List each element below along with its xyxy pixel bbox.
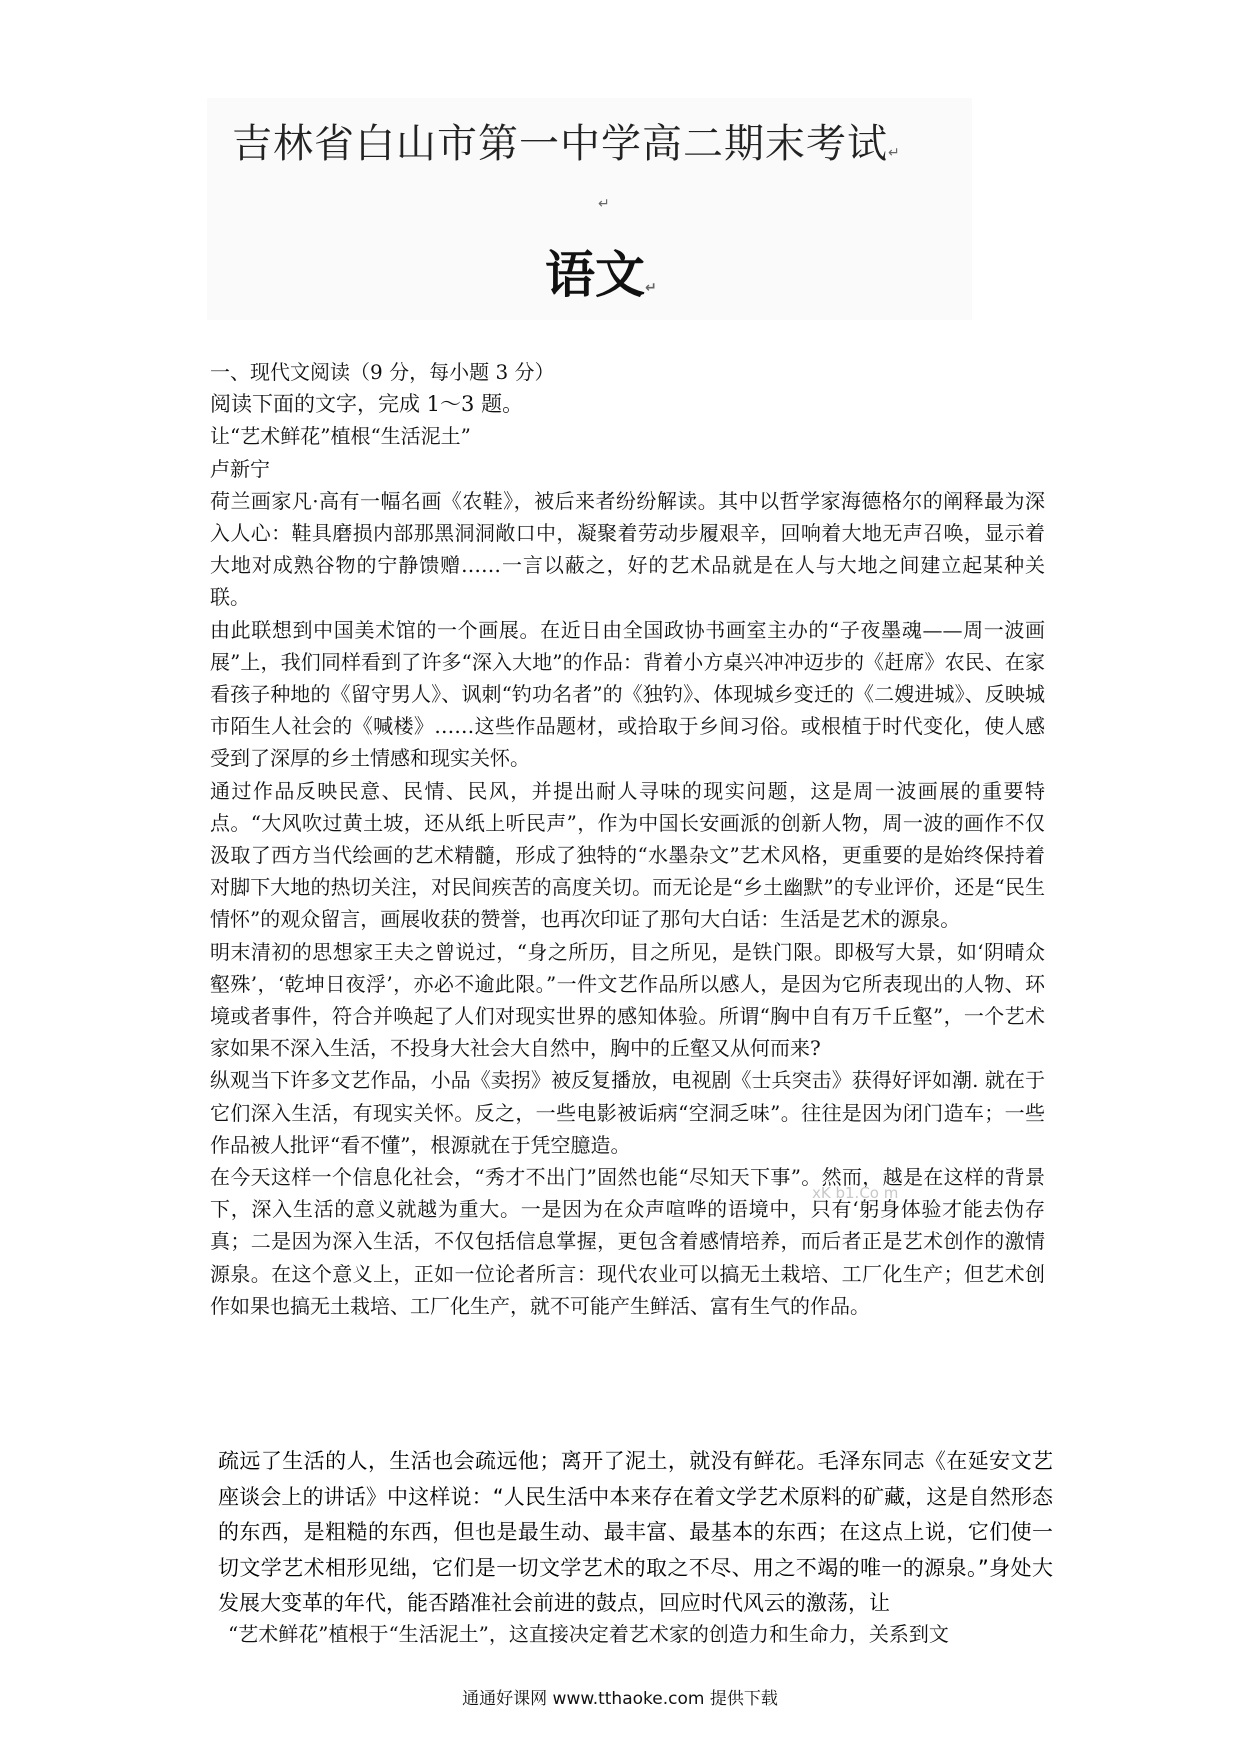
article-body: [210, 356, 1045, 1322]
paragraph: 通过作品反映民意、民情、民风，并提出耐人寻味的现实问题，这是周一波画展的重要特点。“大风吹过黄土坡，还从纸上听民声”，作为中国长安画派的创新人物，周一波的画作不仅汲取了西方当代绘画的艺术精髓，形成了独特的“水墨杂文”艺术风格，更重要的是始终保持着对脚下大地的热切关注，对民间疾苦的高度关切。而无论是“乡土幽默”的专业评价，还是“民生情怀”的观众留言，画展收获的赞誉，也再次印证了那句大白话：生活是艺术的源泉。: [210, 778, 1045, 932]
school-title: 吉林省白山市第一中学高二期末考试↵: [232, 121, 901, 167]
paragraph: 由此联想到中国美术馆的一个画展。在近日由全国政协书画室主办的“子夜墨魂——周一波画展”上，我们同样看到了许多“深入大地”的作品：背着小方桌兴冲冲迈步的《赶席》农民、在家看孩子种地的《留守男人》、讽刺“钓功名者”的《独钓》、体现城乡变迁的《二嫂进城》、反映城市陌生人社会的《喊楼》……这些作品题材，或拾取于乡间习俗。或根植于时代变化，使人感受到了深厚的乡土情感和现实关怀。: [210, 617, 1045, 771]
paragraph: 纵观当下许多文艺作品，小品《卖拐》被反复播放，电视剧《士兵突击》获得好评如潮. 就在于它们深入生活，有现实关怀。反之，一些电影被诟病“空洞乏味”。往往是因为闭门造车；一些作品被人批评“看不懂”，根源就在于凭空臆造。: [210, 1068, 1045, 1157]
section-heading: 一、现代文阅读（9 分，每小题 3 分）: [210, 360, 555, 384]
author: 卢新宁: [210, 456, 270, 481]
subject-title: 语文↵: [545, 245, 657, 304]
instruction: 阅读下面的文字，完成 1～3 题。: [210, 392, 524, 417]
paragraph: 荷兰画家凡·高有一幅名画《农鞋》，被后来者纷纷解读。其中以哲学家海德格尔的阐释最为深入人心：鞋具磨损内部那黑洞洞敞口中，凝聚着劳动步履艰辛，回响着大地无声召唤，显示着大地对成熟谷物的宁静馈赠……一言以蔽之，好的艺术品就是在人与大地之间建立起某种关联。: [210, 488, 1045, 610]
scanned-paragraph: 疏远了生活的人，生活也会疏远他；离开了泥土，就没有鲜花。毛泽东同志《在延安文艺座谈会上的讲话》中这样说：“人民生活中本来存在着文学艺术原料的矿藏，这是自然形态的东西，是粗糙的东西，但也是最生动、最丰富、最基本的东西；在这点上说，它们使一切文学艺术相形见绌，它们是一切文学艺术的取之不尽、用之不竭的唯一的源泉。”身处大发展大变革的年代，能否踏准社会前进的鼓点，回应时代风云的激荡，让: [218, 1449, 1053, 1615]
continuation-line: “艺术鲜花”植根于“生活泥土”，这直接决定着艺术家的创造力和生命力，关系到文: [228, 1622, 949, 1646]
article-title: 让“艺术鲜花”植根“生活泥土”: [210, 424, 471, 449]
return-mark: ↵: [598, 196, 610, 212]
paragraph: 明末清初的思想家王夫之曾说过，“身之所历，目之所见，是铁门限。即极写大景，如‘阴晴众壑殊’，‘乾坤日夜浮’，亦必不逾此限。”一件文艺作品所以感人，是因为它所表现出的人物、环境或者事件，符合并唤起了人们对现实世界的感知体验。所谓“胸中自有万千丘壑”，一个艺术家如果不深入生活，不投身大社会大自然中，胸中的丘壑又从何而来?: [210, 939, 1045, 1061]
footer-credit: 通通好课网 www.tthaoke.com 提供下载: [462, 1689, 778, 1709]
paragraph: 在今天这样一个信息化社会，“秀才不出门”固然也能“尽知天下事”。然而，越是在这样的背景下，深入生活的意义就越为重大。一是因为在众声喧哗的语境中，只有‘躬身体验才能去伪存真；二是因为深入生活，不仅包括信息掌握，更包含着感情培养，而后者正是艺术创作的激情源泉。在这个意义上，正如一位论者所言：现代农业可以搞无土栽培、工厂化生产；但艺术创作如果也搞无土栽培、工厂化生产，就不可能产生鲜活、富有生气的作品。: [210, 1165, 1045, 1318]
watermark: xK b1.Co m: [812, 1184, 899, 1202]
